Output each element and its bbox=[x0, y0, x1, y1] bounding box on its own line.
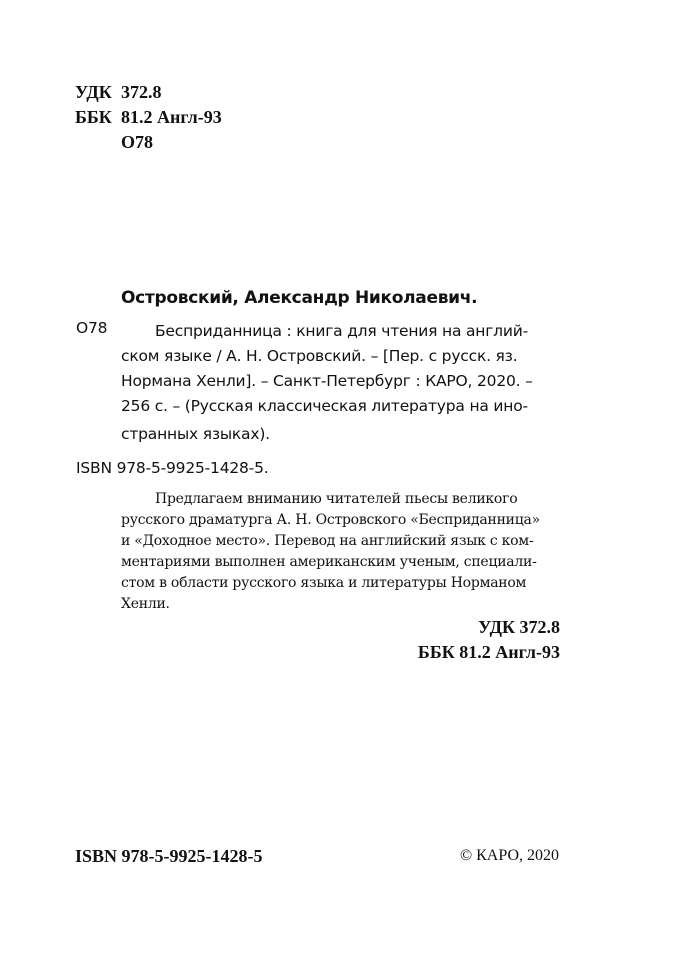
annotation-line: и «Доходное место». Перевод на английский язык с ком- bbox=[121, 533, 534, 549]
author-heading: Островский, Александр Николаевич. bbox=[121, 288, 478, 308]
bibliographic-description bbox=[121, 319, 561, 447]
author-mark: О78 bbox=[121, 132, 154, 152]
catalog-code: О78 bbox=[76, 319, 108, 337]
isbn-line: ISBN 978-5-9925-1428-5. bbox=[76, 459, 269, 477]
annotation bbox=[121, 489, 561, 615]
bbk-right: ББК 81.2 Англ-93 bbox=[417, 642, 560, 662]
bbk-value: 81.2 Англ-93 bbox=[121, 107, 222, 127]
annotation-line: русского драматурга А. Н. Островского «Бесприданница» bbox=[121, 512, 540, 528]
classification-right bbox=[418, 615, 560, 665]
udk-label: УДК bbox=[75, 82, 112, 102]
annotation-line: стом в области русского языка и литературы Норманом bbox=[121, 575, 527, 591]
annotation-line: Хенли. bbox=[121, 596, 170, 612]
udk-right: УДК 372.8 bbox=[478, 617, 560, 637]
bbk-row bbox=[75, 105, 222, 130]
description-line: Нормана Хенли]. – Санкт-Петербург : КАРО, 2020. – bbox=[121, 372, 533, 390]
annotation-line: Предлагаем вниманию читателей пьесы великого bbox=[155, 491, 518, 507]
footer-isbn: ISBN 978-5-9925-1428-5 bbox=[75, 846, 263, 866]
annotation-line: ментариями выполнен американским ученым, специали- bbox=[121, 554, 537, 570]
author-mark-row bbox=[75, 130, 222, 155]
description-line: странных языках). bbox=[121, 425, 270, 443]
bbk-label: ББК bbox=[75, 107, 112, 127]
description-line: ском языке / А. Н. Островский. – [Пер. с русск. яз. bbox=[121, 347, 518, 365]
udk-row bbox=[75, 80, 222, 105]
description-line: 256 с. – (Русская классическая литература на ино- bbox=[121, 397, 528, 415]
udk-value: 372.8 bbox=[121, 82, 162, 102]
classification-block bbox=[75, 80, 222, 155]
description-line: Бесприданница : книга для чтения на англий- bbox=[155, 322, 528, 340]
copyright: © КАРО, 2020 bbox=[459, 847, 559, 864]
